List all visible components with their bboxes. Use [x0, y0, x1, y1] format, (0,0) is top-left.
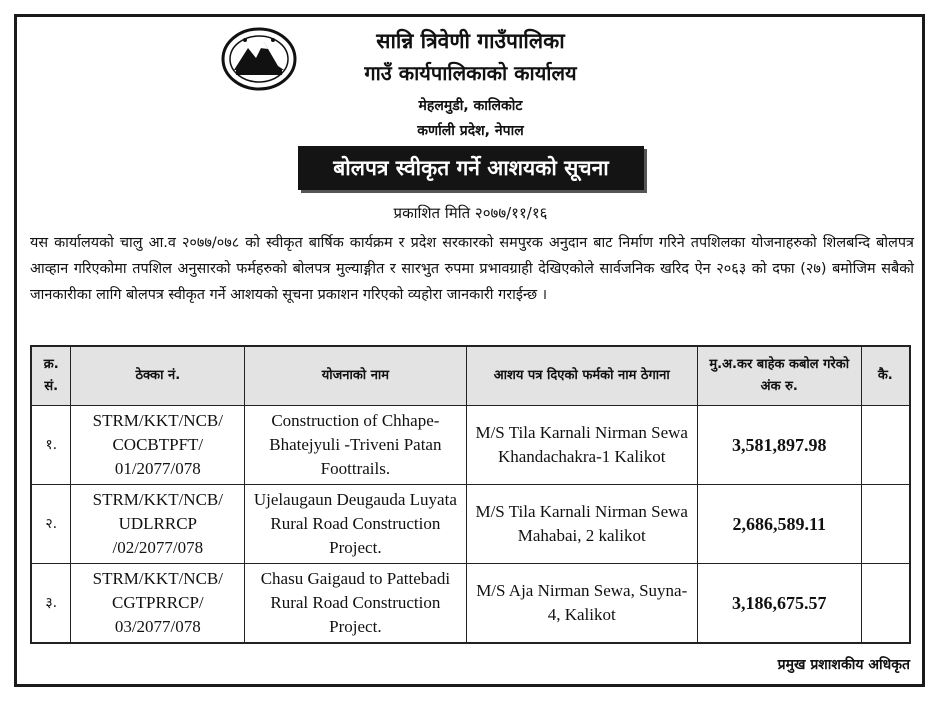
cell-firm: M/S Tila Karnali Nirman Sewa Khandachakra-1 Kalikot — [466, 406, 697, 485]
header-firm: आशय पत्र दिएको फर्मको नाम ठेगाना — [466, 346, 697, 406]
location: मेहलमुडी, कालिकोट — [418, 98, 523, 114]
header-sn: क्र. सं. — [31, 346, 71, 406]
table-row — [31, 485, 910, 564]
notice-title: बोलपत्र स्वीकृत गर्ने आशयको सूचना — [298, 146, 644, 190]
cell-remarks — [861, 564, 910, 644]
cell-sn: २. — [31, 485, 71, 564]
header-amount: मु.अ.कर बाहेक कबोल गरेको अंक रु. — [697, 346, 861, 406]
cell-firm: M/S Aja Nirman Sewa, Suyna-4, Kalikot — [466, 564, 697, 644]
cell-project-name: Ujelaugaun Deugauda Luyata Rural Road Construction Project. — [245, 485, 466, 564]
contract-table — [30, 345, 911, 644]
table-row — [31, 406, 910, 485]
cell-firm: M/S Tila Karnali Nirman Sewa Mahabai, 2 kalikot — [466, 485, 697, 564]
table-header-row — [31, 346, 910, 406]
cell-contract-no: STRM/KKT/NCB/ COCBTPFT/ 01/2077/078 — [71, 406, 245, 485]
cell-sn: ३. — [31, 564, 71, 644]
cell-sn: १. — [31, 406, 71, 485]
notice-body: यस कार्यालयको चालु आ.व २०७७/०७८ को स्वीकृत बार्षिक कार्यक्रम र प्रदेश सरकारको समपुरक अनुदान बाट निर्माण गरिने तपशिलका योजनाहरुको शिलबन्दि बोलपत्र आव्हान गरिएकोमा तपशिल अनुसारको फर्महरुको बोलपत्र मुल्याङ्गीत र सारभुत रुपमा प्रभावग्राही देखिएकोले सार्वजनिक खरिद ऐन २०६३ को दफा (२७) बमोजिम सबैको जानकारीका लागि बोलपत्र स्वीकृत गर्ने आशयको सूचना प्रकाशन गरिएको व्यहोरा जानकारी गराईन्छ । — [30, 235, 914, 303]
cell-contract-no: STRM/KKT/NCB/ CGTPRRCP/ 03/2077/078 — [71, 564, 245, 644]
cell-project-name: Construction of Chhape-Bhatejyuli -Triveni Patan Foottrails. — [245, 406, 466, 485]
header-project-name: योजनाको नाम — [245, 346, 466, 406]
header-remarks: कै. — [861, 346, 910, 406]
signature: प्रमुख प्रशाशकीय अधिकृत — [777, 657, 910, 673]
cell-remarks — [861, 485, 910, 564]
cell-amount: 2,686,589.11 — [697, 485, 861, 564]
cell-amount: 3,186,675.57 — [697, 564, 861, 644]
cell-contract-no: STRM/KKT/NCB/ UDLRRCP /02/2077/078 — [71, 485, 245, 564]
cell-remarks — [861, 406, 910, 485]
office-name: गाउँ कार्यपालिकाको कार्यालय — [364, 61, 577, 85]
org-name: सान्नि त्रिवेणी गाउँपालिका — [376, 29, 565, 53]
table-row — [31, 564, 910, 644]
cell-project-name: Chasu Gaigaud to Pattebadi Rural Road Construction Project. — [245, 564, 466, 644]
published-date: प्रकाशित मिति २०७७/११/१६ — [393, 204, 548, 222]
header-contract-no: ठेक्का नं. — [71, 346, 245, 406]
cell-amount: 3,581,897.98 — [697, 406, 861, 485]
province: कर्णाली प्रदेश, नेपाल — [417, 123, 524, 139]
